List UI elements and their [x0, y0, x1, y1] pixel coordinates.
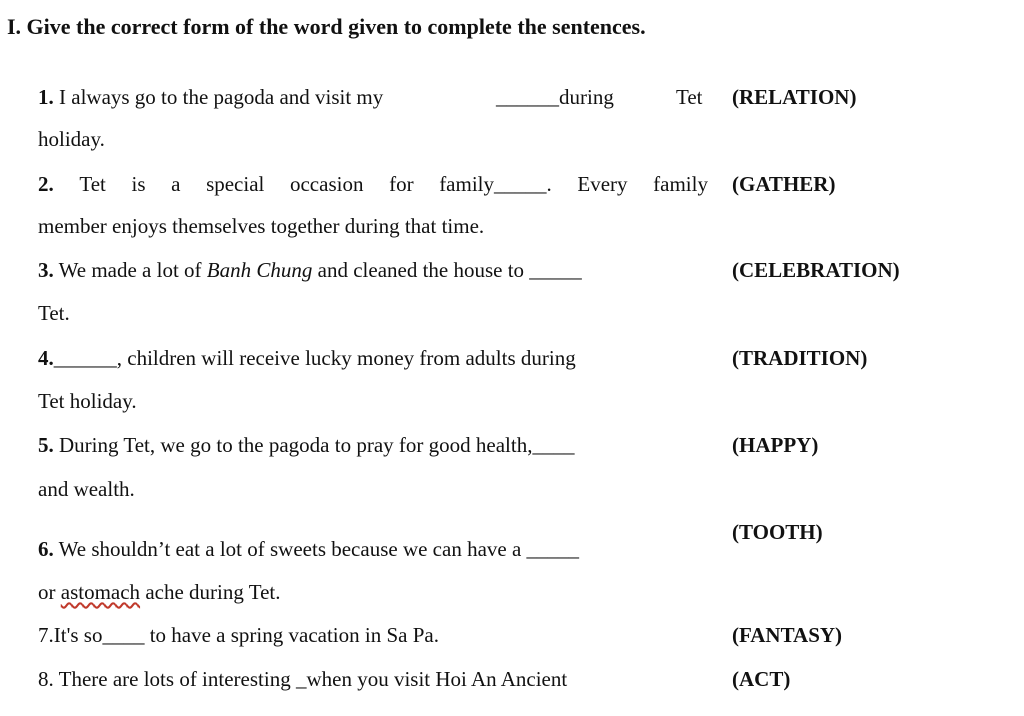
- question-italic-term: Banh Chung: [206, 258, 313, 282]
- question-text: We made a lot of: [58, 258, 202, 282]
- question-number: 5.: [38, 433, 54, 457]
- question-text: There are lots of interesting _when you visit Hoi An Ancient: [58, 667, 568, 691]
- question-number: 2.: [38, 172, 54, 196]
- spellcheck-flagged-word: astomach: [60, 580, 141, 604]
- root-word-3: (CELEBRATION): [732, 258, 900, 282]
- question-1: [38, 84, 383, 110]
- root-word-1: (RELATION): [732, 85, 857, 109]
- question-2: [38, 171, 708, 197]
- question-2-continuation: member enjoys themselves together during that time.: [38, 214, 485, 238]
- question-text: and cleaned the house to _____: [317, 258, 582, 282]
- question-5: [38, 432, 574, 458]
- root-word-4: (TRADITION): [732, 346, 868, 370]
- question-3-continuation: Tet.: [38, 301, 70, 325]
- root-word-2: (GATHER): [732, 172, 836, 196]
- question-text: During Tet, we go to the pagoda to pray for good health,____: [59, 433, 575, 457]
- question-5-continuation: and wealth.: [38, 477, 135, 501]
- root-word-5: (HAPPY): [732, 433, 819, 457]
- q2-word: is: [131, 172, 146, 196]
- root-word-7: (FANTASY): [732, 623, 843, 647]
- question-8: [38, 666, 567, 692]
- question-1-blank: ______during: [496, 85, 614, 109]
- question-text: ache during Tet.: [145, 580, 281, 604]
- question-text: ______, children will receive lucky money from adults during: [53, 346, 576, 370]
- question-4-continuation: Tet holiday.: [38, 389, 137, 413]
- q2-word: occasion: [289, 172, 364, 196]
- q2-word: Every: [577, 172, 628, 196]
- q2-word: a: [171, 172, 181, 196]
- question-1-tail: Tet: [676, 85, 703, 109]
- question-number: 7.: [38, 623, 54, 647]
- root-word-6: (TOOTH): [732, 520, 823, 544]
- q2-word: family: [653, 172, 708, 196]
- exercise-heading: I. Give the correct form of the word given to complete the sentences.: [7, 14, 646, 39]
- question-text: It's so____ to have a spring vacation in Sa Pa.: [53, 623, 439, 647]
- question-text: I always go to the pagoda and visit my: [59, 85, 384, 109]
- q2-word: special: [206, 172, 265, 196]
- question-3: [38, 257, 582, 283]
- question-text: We shouldn’t eat a lot of sweets because we can have a _____: [58, 537, 580, 561]
- q2-word: family_____.: [439, 172, 552, 196]
- question-number: 6.: [38, 537, 54, 561]
- q2-word: Tet: [79, 172, 106, 196]
- question-1-continuation: holiday.: [38, 127, 105, 151]
- question-text: or: [38, 580, 56, 604]
- question-4: [38, 345, 576, 371]
- question-number: 8.: [38, 667, 54, 691]
- question-number: 1.: [38, 85, 54, 109]
- question-7: [38, 622, 439, 648]
- q2-word: for: [389, 172, 414, 196]
- question-6-continuation: [38, 579, 281, 605]
- question-number: 3.: [38, 258, 54, 282]
- question-number: 4.: [38, 346, 54, 370]
- question-6: [38, 536, 579, 562]
- root-word-8: (ACT): [732, 667, 791, 691]
